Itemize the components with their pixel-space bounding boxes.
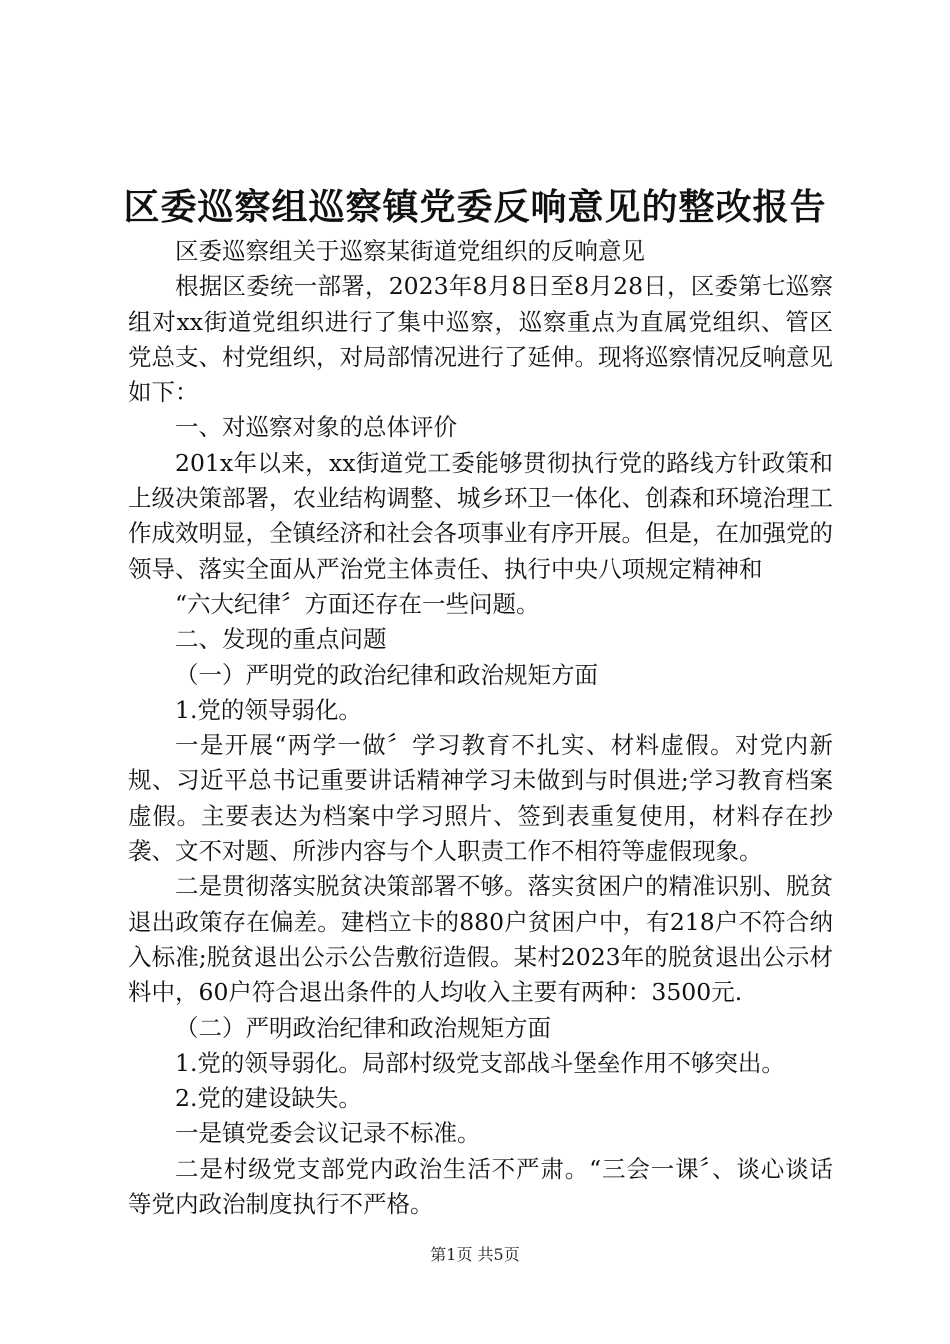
item-heading-1: 1.党的领导弱化。 bbox=[175, 695, 362, 724]
paragraph-issue-3: 一是镇党委会议记录不标准。 bbox=[175, 1119, 481, 1148]
document-title: 区委巡察组巡察镇党委反响意见的整改报告 bbox=[123, 186, 827, 228]
section-heading-2: 二、发现的重点问题 bbox=[175, 625, 387, 654]
subsection-heading-1: （一）严明党的政治纪律和政治规矩方面 bbox=[175, 660, 598, 689]
paragraph-issue-4: 二是村级党支部党内政治生活不严肃。“三会一课〞、谈心谈话等党内政治制度执行不严格。 bbox=[128, 1154, 833, 1219]
section-heading-1: 一、对巡察对象的总体评价 bbox=[175, 413, 457, 442]
paragraph-issue-1: 一是开展“两学一做〞学习教育不扎实、材料虚假。对党内新规、习近平总书记重要讲话精神学习未做到与时俱进;学习教育档案虚假。主要表达为档案中学习照片、签到表重复使用，材料存在抄袭、文不对题、所涉内容与个人职责工作不相符等虚假现象。 bbox=[128, 731, 833, 866]
document-body bbox=[128, 234, 833, 1222]
paragraph-evaluation: 201x年以来，xx街道党工委能够贯彻执行党的路线方针政策和上级决策部署，农业结构调整、城乡环卫一体化、创森和环境治理工作成效明显，全镇经济和社会各项事业有序开展。但是，在加强党的领导、落实全面从严治党主体责任、执行中央八项规定精神和 bbox=[128, 448, 833, 583]
page-footer: 第1页 共5页 bbox=[430, 1245, 520, 1264]
paragraph-subtitle: 区委巡察组关于巡察某街道党组织的反响意见 bbox=[175, 237, 645, 265]
paragraph-intro: 根据区委统一部署，2023年8月8日至8月28日，区委第七巡察组对xx街道党组织进行了集中巡察，巡察重点为直属党组织、管区党总支、村党组织，对局部情况进行了延伸。现将巡察情况反响意见如下： bbox=[128, 272, 833, 407]
item-heading-2: 1.党的领导弱化。局部村级党支部战斗堡垒作用不够突出。 bbox=[175, 1048, 785, 1077]
item-heading-3: 2.党的建设缺失。 bbox=[175, 1084, 362, 1113]
subsection-heading-2: （二）严明政治纪律和政治规矩方面 bbox=[175, 1013, 551, 1042]
paragraph-evaluation-cont: “六大纪律〞方面还存在一些问题。 bbox=[175, 589, 540, 618]
paragraph-issue-2: 二是贯彻落实脱贫决策部署不够。落实贫困户的精准识别、脱贫退出政策存在偏差。建档立卡的880户贫困户中，有218户不符合纳入标准;脱贫退出公示公告敷衍造假。某村2023年的脱贫退出公示材料中，60户符合退出条件的人均收入主要有两种：3500元. bbox=[128, 872, 833, 1007]
